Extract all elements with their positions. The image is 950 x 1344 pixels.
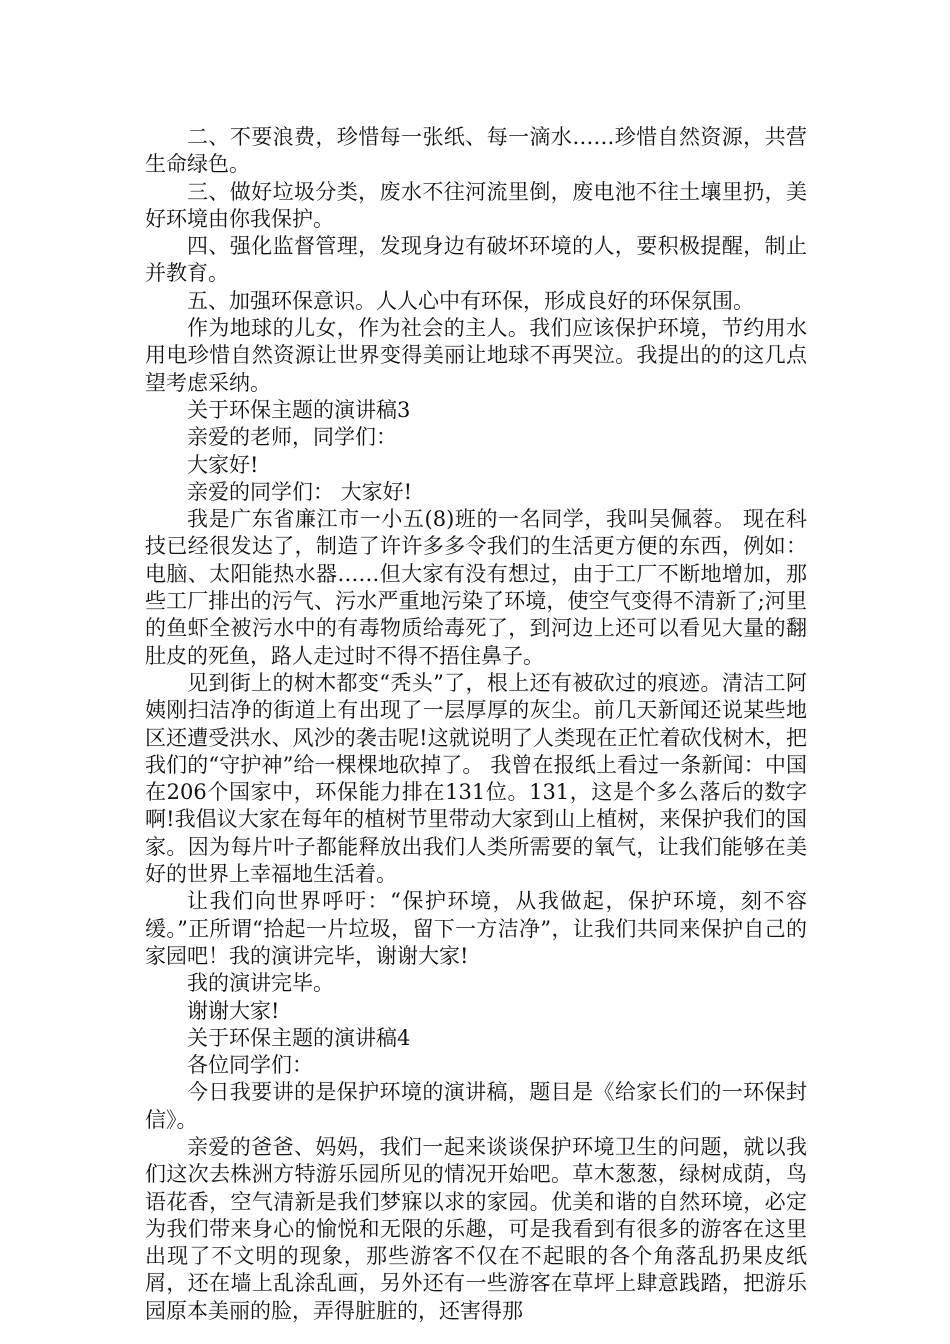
paragraph: 让我们向世界呼吁：“保护环境，从我做起，保护环境，刻不容缓。”正所谓“拾起一片垃圾，留下一方洁净”，让我们共同来保护自己的家园吧！我的演讲完毕，谢谢大家! (145, 889, 807, 968)
paragraph: 三、做好垃圾分类，废水不往河流里倒，废电池不往土壤里扔，美好环境由你我保护。 (145, 179, 807, 231)
greeting: 亲爱的同学们： 大家好! (187, 479, 413, 504)
paragraph: 四、强化监督管理，发现身边有破坏环境的人，要积极提醒，制止并教育。 (145, 234, 807, 286)
paragraph: 见到街上的树木都变“秃头”了，根上还有被砍过的痕迹。清洁工阿姨刚扫洁净的街道上有出现了一层厚厚的灰尘。前几天新闻还说某些地区还遭受洪水、风沙的袭击呢!这就说明了人类现在正忙着砍伐树木，把我们的“守护神”给一棵棵地砍掉了。 我曾在报纸上看过一条新闻：中国在206个国家中，环保能力排在131位。131，这是个多么落后的数字啊!我倡议大家在每年的植树节里带动大家到山上植树，来保护我们的国家。因为每片叶子都能释放出我们人类所需要的氧气，让我们能够在美好的世界上幸福地生活着。 (145, 670, 807, 887)
closing: 谢谢大家! (187, 998, 280, 1023)
paragraph: 今日我要讲的是保护环境的演讲稿，题目是《给家长们的一环保封信》。 (145, 1080, 807, 1132)
paragraph: 我是广东省廉江市一小五(8)班的一名同学，我叫吴佩蓉。 现在科技已经很发达了，制造了许许多多令我们的生活更方便的东西，例如：电脑、太阳能热水器……但大家有没有想过，由于工厂不断地增加，那些工厂排出的污气、污水严重地污染了环境，使空气变得不清新了;河里的鱼虾全被污水中的有毒物质给毒死了，到河边上还可以看见大量的翻肚皮的死鱼，路人走过时不得不捂住鼻子。 (145, 507, 807, 668)
greeting: 大家好! (187, 452, 259, 477)
paragraph: 二、不要浪费，珍惜每一张纸、每一滴水……珍惜自然资源，共营生命绿色。 (145, 125, 807, 177)
section-heading: 关于环保主题的演讲稿4 (187, 1025, 411, 1050)
paragraph: 五、加强环保意识。人人心中有环保，形成良好的环保氛围。 (187, 288, 754, 313)
paragraph: 作为地球的儿女，作为社会的主人。我们应该保护环境，节约用水用电珍惜自然资源让世界变得美丽让地球不再哭泣。我提出的的这几点望考虑采纳。 (145, 316, 807, 395)
salutation: 亲爱的老师，同学们： (187, 425, 397, 450)
salutation: 各位同学们： (187, 1053, 313, 1078)
closing: 我的演讲完毕。 (187, 971, 334, 996)
paragraph: 亲爱的爸爸、妈妈，我们一起来谈谈保护环境卫生的问题，就以我们这次去株洲方特游乐园所见的情况开始吧。草木葱葱，绿树成荫，鸟语花香，空气清新是我们梦寐以求的家园。优美和谐的自然环境，必定为我们带来身心的愉悦和无限的乐趣，可是我看到有很多的游客在这里出现了不文明的现象，那些游客不仅在不起眼的各个角落乱扔果皮纸屑，还在墙上乱涂乱画，另外还有一些游客在草坪上肆意践踏，把游乐园原本美丽的脸，弄得脏脏的，还害得那 (145, 1134, 807, 1323)
document-body (145, 124, 807, 1325)
section-heading: 关于环保主题的演讲稿3 (187, 397, 411, 422)
